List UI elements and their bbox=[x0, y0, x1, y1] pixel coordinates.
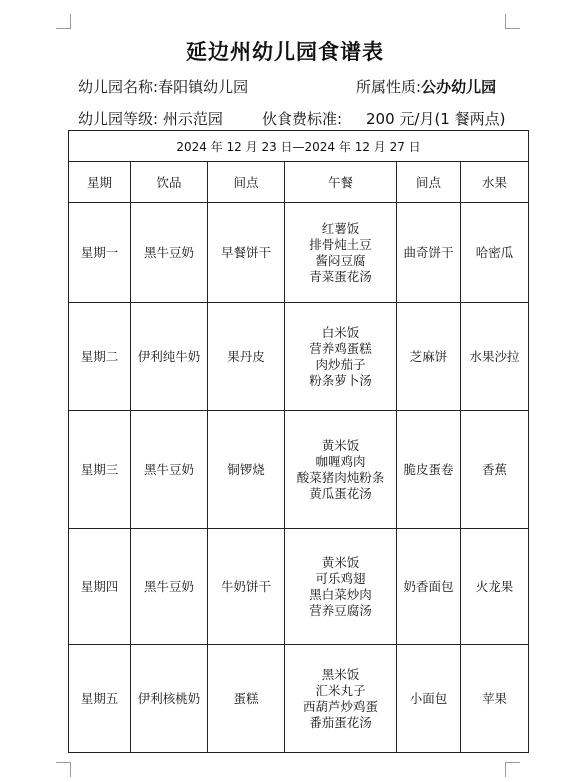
lunch-dish: 汇米丸子 bbox=[315, 682, 366, 698]
lunch-dish: 粉条萝卜汤 bbox=[309, 372, 372, 388]
fruit-cell: 香蕉 bbox=[461, 411, 529, 529]
lunch-dish: 营养豆腐汤 bbox=[309, 602, 372, 618]
lunch-dish: 红薯饭 bbox=[321, 220, 360, 236]
name-value: 春阳镇幼儿园 bbox=[158, 78, 249, 96]
table-row bbox=[69, 411, 529, 529]
nature-label: 所属性质: bbox=[356, 78, 422, 96]
table-row bbox=[69, 645, 529, 753]
lunch-cell bbox=[285, 529, 397, 645]
kindergarten-name bbox=[78, 76, 248, 97]
fruit-cell: 苹果 bbox=[461, 645, 529, 753]
date-range: 2024 年 12 月 23 日—2024 年 12 月 27 日 bbox=[69, 131, 529, 162]
lunch-dish: 可乐鸡翅 bbox=[315, 570, 366, 586]
nature-value: 公办幼儿园 bbox=[421, 78, 497, 96]
page-title: 延边州幼儿园食谱表 bbox=[186, 40, 384, 64]
menu-table bbox=[68, 130, 529, 753]
lunch-cell bbox=[285, 203, 397, 303]
day-cell: 星期四 bbox=[69, 529, 131, 645]
lunch-cell bbox=[285, 411, 397, 529]
crop-mark-top-left bbox=[56, 14, 71, 29]
kindergarten-grade bbox=[78, 108, 223, 129]
lunch-dish: 黑白菜炒肉 bbox=[309, 586, 372, 602]
lunch-dish: 西葫芦炒鸡蛋 bbox=[302, 698, 378, 714]
fruit-cell: 火龙果 bbox=[461, 529, 529, 645]
kindergarten-nature bbox=[356, 76, 496, 97]
drink-cell: 伊利纯牛奶 bbox=[131, 303, 208, 411]
drink-cell: 伊利核桃奶 bbox=[131, 645, 208, 753]
header-snack-morning: 间点 bbox=[208, 162, 285, 203]
header-snack-afternoon: 间点 bbox=[397, 162, 461, 203]
date-range-row bbox=[69, 131, 529, 162]
lunch-dish: 排骨炖土豆 bbox=[309, 236, 372, 252]
lunch-cell bbox=[285, 645, 397, 753]
table-row bbox=[69, 529, 529, 645]
day-cell: 星期二 bbox=[69, 303, 131, 411]
day-cell: 星期一 bbox=[69, 203, 131, 303]
snack-afternoon-cell: 芝麻饼 bbox=[397, 303, 461, 411]
lunch-dish: 黄米饭 bbox=[321, 437, 360, 453]
table-row bbox=[69, 203, 529, 303]
fruit-cell: 水果沙拉 bbox=[461, 303, 529, 411]
snack-afternoon-cell: 奶香面包 bbox=[397, 529, 461, 645]
header-row bbox=[69, 162, 529, 203]
drink-cell: 黑牛豆奶 bbox=[131, 529, 208, 645]
header-day: 星期 bbox=[69, 162, 131, 203]
table-row bbox=[69, 303, 529, 411]
lunch-dish: 咖喱鸡肉 bbox=[315, 453, 366, 469]
snack-morning-cell: 牛奶饼干 bbox=[208, 529, 285, 645]
header-fruit: 水果 bbox=[461, 162, 529, 203]
lunch-dish: 黄瓜蛋花汤 bbox=[309, 485, 372, 501]
lunch-dish: 青菜蛋花汤 bbox=[309, 268, 372, 284]
fruit-cell: 哈密瓜 bbox=[461, 203, 529, 303]
snack-morning-cell: 果丹皮 bbox=[208, 303, 285, 411]
header-drink: 饮品 bbox=[131, 162, 208, 203]
header-lunch: 午餐 bbox=[285, 162, 397, 203]
crop-mark-bottom-right bbox=[505, 762, 520, 777]
crop-mark-bottom-left bbox=[56, 762, 71, 777]
lunch-dish: 酱闷豆腐 bbox=[315, 252, 366, 268]
lunch-dish: 酸菜猪肉炖粉条 bbox=[296, 469, 385, 485]
snack-morning-cell: 铜锣烧 bbox=[208, 411, 285, 529]
snack-afternoon-cell: 曲奇饼干 bbox=[397, 203, 461, 303]
day-cell: 星期三 bbox=[69, 411, 131, 529]
lunch-dish: 营养鸡蛋糕 bbox=[309, 340, 372, 356]
crop-mark-top-right bbox=[505, 14, 520, 29]
snack-morning-cell: 蛋糕 bbox=[208, 645, 285, 753]
lunch-dish: 番茄蛋花汤 bbox=[309, 714, 372, 730]
fee-value: 200 元/月(1 餐两点) bbox=[366, 110, 506, 128]
day-cell: 星期五 bbox=[69, 645, 131, 753]
drink-cell: 黑牛豆奶 bbox=[131, 203, 208, 303]
name-label: 幼儿园名称: bbox=[78, 78, 159, 96]
drink-cell: 黑牛豆奶 bbox=[131, 411, 208, 529]
lunch-cell bbox=[285, 303, 397, 411]
snack-afternoon-cell: 小面包 bbox=[397, 645, 461, 753]
grade-value: 州示范园 bbox=[162, 110, 223, 128]
grade-label: 幼儿园等级: bbox=[78, 110, 159, 128]
lunch-dish: 白米饭 bbox=[321, 324, 360, 340]
lunch-dish: 黑米饭 bbox=[321, 666, 360, 682]
lunch-dish: 黄米饭 bbox=[321, 554, 360, 570]
snack-morning-cell: 早餐饼干 bbox=[208, 203, 285, 303]
fee-label: 伙食费标准: bbox=[262, 110, 343, 128]
snack-afternoon-cell: 脆皮蛋卷 bbox=[397, 411, 461, 529]
lunch-dish: 肉炒茄子 bbox=[315, 356, 366, 372]
